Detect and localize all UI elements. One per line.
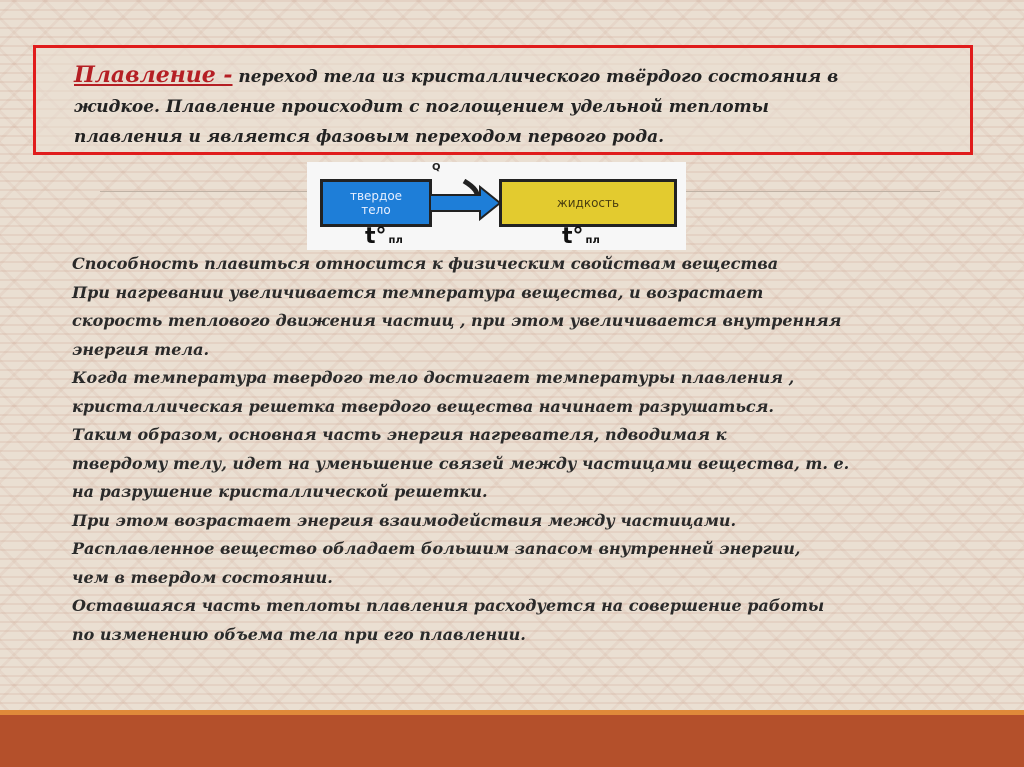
body-line: по изменению объема тела при его плавлении. bbox=[72, 624, 526, 644]
body-line: чем в твердом состоянии. bbox=[72, 567, 333, 587]
phase-diagram bbox=[307, 162, 686, 250]
solid-label-line1: твердое bbox=[349, 189, 403, 203]
definition-line-2: жидкое. Плавление происходит с поглощением удельной теплоты bbox=[74, 97, 769, 117]
temp-left-symbol: t° bbox=[365, 224, 387, 249]
body-line: твердому телу, идет на уменьшение связей между частицами вещества, т. е. bbox=[72, 453, 850, 473]
body-line: Когда температура твердого тело достигает температуры плавления , bbox=[72, 368, 795, 387]
body-line: Оставшаяся часть теплоты плавления расходуется на совершение работы bbox=[72, 596, 825, 615]
temp-right-symbol: t° bbox=[562, 224, 584, 249]
body-line: скорость теплового движения частиц , при этом увеличивается внутренняя bbox=[72, 311, 842, 330]
melting-temp-right bbox=[562, 224, 600, 249]
body-line: энергия тела. bbox=[72, 339, 210, 359]
transition-arrow-icon bbox=[430, 179, 502, 227]
body-line: на разрушение кристаллической решетки. bbox=[72, 482, 488, 501]
temp-left-sub: пл bbox=[388, 235, 403, 246]
footer-bar bbox=[0, 710, 1024, 767]
definition-text bbox=[74, 60, 934, 152]
body-line: кристаллическая решетка твердого вещества начинает разрушаться. bbox=[72, 396, 774, 416]
liquid-label: жидкость bbox=[556, 196, 620, 210]
body-line: Расплавленное вещество обладает большим запасом внутренней энергии, bbox=[72, 539, 801, 558]
definition-box bbox=[33, 45, 973, 155]
body-line: Способность плавиться относится к физическим свойствам вещества bbox=[72, 254, 779, 273]
definition-line-3: плавления и является фазовым переходом первого рода. bbox=[74, 127, 665, 147]
solid-label-line2: тело bbox=[361, 203, 391, 217]
body-line: Таким образом, основная часть энергия нагревателя, пдводимая к bbox=[72, 425, 727, 444]
heat-label: Q bbox=[432, 162, 441, 173]
definition-line-1: переход тела из кристаллического твёрдого состояния в bbox=[232, 67, 839, 87]
melting-temp-left bbox=[365, 224, 403, 249]
body-text bbox=[72, 250, 962, 649]
solid-state-box bbox=[320, 179, 432, 227]
temp-right-sub: пл bbox=[585, 235, 600, 246]
body-line: При нагревании увеличивается температура вещества, и возрастает bbox=[72, 282, 764, 302]
definition-term: Плавление - bbox=[74, 62, 233, 88]
body-line: При этом возрастает энергия взаимодействия между частицами. bbox=[72, 510, 737, 530]
liquid-state-box bbox=[499, 179, 677, 227]
